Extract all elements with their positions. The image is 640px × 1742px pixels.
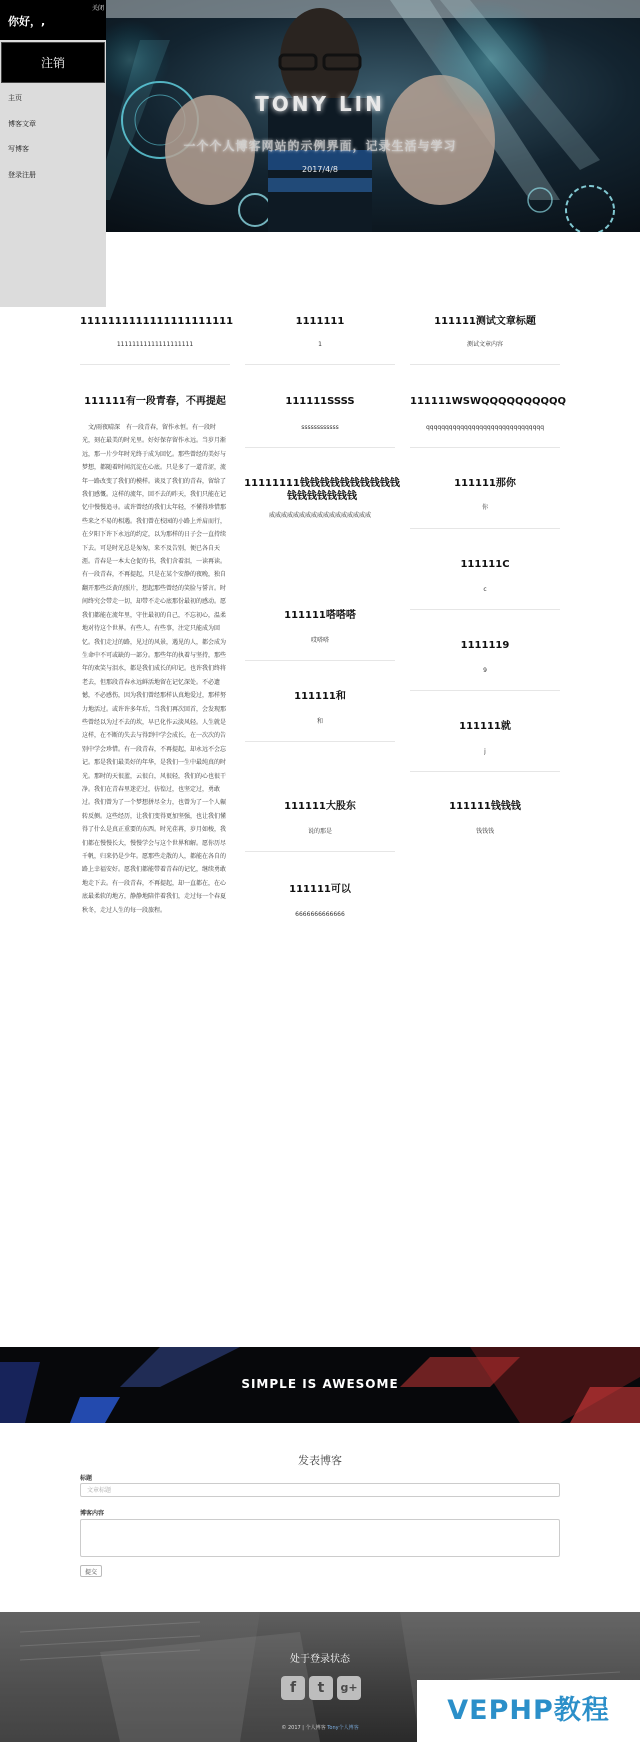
post-title[interactable]: 111111WSWQQQQQQQQQQ bbox=[410, 396, 567, 407]
post-excerpt: 钱钱钱 bbox=[475, 828, 494, 835]
divider bbox=[245, 851, 395, 852]
post-title[interactable]: 111111有一段青春，不再提起 bbox=[84, 396, 226, 407]
post-excerpt: 说的那是 bbox=[307, 828, 332, 835]
content-label: 博客内容 bbox=[80, 1510, 105, 1517]
post-title[interactable]: 111111那你 bbox=[454, 478, 516, 489]
post-title[interactable]: 1111119 bbox=[460, 640, 510, 651]
post-title[interactable]: 111111嗒嗒嗒 bbox=[284, 610, 356, 621]
sidebar-greeting: 你好，, bbox=[8, 15, 46, 28]
post-excerpt: 和 bbox=[316, 718, 323, 725]
sidebar-item-home[interactable]: 主页 bbox=[8, 94, 22, 102]
sidebar-item-write[interactable]: 写博客 bbox=[8, 145, 29, 153]
post-title[interactable]: 111111C bbox=[460, 559, 510, 570]
form-heading: 发表博客 bbox=[298, 1454, 342, 1467]
submit-button[interactable]: 提交 bbox=[80, 1565, 102, 1577]
post-excerpt: c bbox=[483, 586, 487, 593]
post-excerpt: 6666666666666 bbox=[295, 911, 345, 918]
sidebar-item-posts[interactable]: 博客文章 bbox=[8, 120, 36, 128]
logout-button[interactable]: 注销 bbox=[1, 42, 105, 83]
divider bbox=[245, 364, 395, 365]
post-title[interactable]: 111111SSSS bbox=[285, 396, 355, 407]
content-textarea[interactable] bbox=[80, 1519, 560, 1557]
hero-name: TONY LIN bbox=[255, 92, 385, 116]
post-title[interactable]: 111111可以 bbox=[289, 884, 351, 895]
watermark-text: VEPHP教程 bbox=[447, 1695, 610, 1726]
post-excerpt: ssssssssssss bbox=[301, 424, 339, 431]
post-title[interactable]: 111111钱钱钱 bbox=[449, 801, 521, 812]
sidebar-close-button[interactable]: 关闭 bbox=[91, 5, 104, 12]
post-title[interactable]: 111111就 bbox=[459, 721, 511, 732]
divider bbox=[245, 447, 395, 448]
watermark bbox=[417, 1680, 640, 1742]
divider bbox=[410, 364, 560, 365]
post-title[interactable]: 1111111 bbox=[295, 316, 345, 327]
copyright-link[interactable]: Tony个人博客 bbox=[327, 1725, 359, 1731]
divider bbox=[410, 609, 560, 610]
divider bbox=[410, 690, 560, 691]
banner bbox=[0, 1347, 640, 1423]
post-title[interactable]: 111111大股东 bbox=[284, 801, 356, 812]
divider bbox=[245, 741, 395, 742]
sidebar-header bbox=[0, 0, 106, 40]
post-excerpt: 1 bbox=[318, 341, 322, 348]
post-title[interactable]: 1111111111111111111111 bbox=[80, 316, 234, 327]
twitter-icon[interactable]: t bbox=[309, 1676, 333, 1700]
facebook-icon[interactable]: f bbox=[281, 1676, 305, 1700]
post-excerpt: j bbox=[484, 748, 486, 755]
login-status: 处于登录状态 bbox=[290, 1654, 350, 1665]
post-excerpt: 威威威威威威威威威威威威威威威威威 bbox=[268, 512, 371, 519]
copyright-text: © 2017 | 个人博客 bbox=[281, 1725, 326, 1731]
post-excerpt: 测试文章内容 bbox=[466, 341, 503, 348]
divider bbox=[80, 364, 230, 365]
hero-date: 2017/4/8 bbox=[302, 165, 338, 174]
post-excerpt: qqqqqqqqqqqqqqqqqqqqqqqqqqqqqqq bbox=[425, 424, 545, 431]
post-excerpt: 哎嗒嗒 bbox=[310, 637, 329, 644]
post-excerpt: 9 bbox=[483, 667, 487, 674]
banner-text: SIMPLE IS AWESOME bbox=[241, 1377, 399, 1391]
title-label: 标题 bbox=[80, 1475, 93, 1482]
divider bbox=[410, 447, 560, 448]
post-excerpt: 11111111111111111111 bbox=[116, 341, 194, 348]
post-excerpt: 你 bbox=[481, 504, 488, 511]
divider bbox=[410, 528, 560, 529]
post-title[interactable]: 111111测试文章标题 bbox=[434, 316, 536, 327]
sidebar-item-login[interactable]: 登录注册 bbox=[8, 171, 36, 179]
google-plus-icon[interactable]: g+ bbox=[337, 1676, 361, 1700]
sidebar bbox=[0, 0, 106, 307]
title-input[interactable] bbox=[80, 1483, 560, 1497]
hero-tagline: 一个个人博客网站的示例界面，记录生活与学习 bbox=[183, 139, 457, 153]
post-title[interactable]: 111111和 bbox=[294, 691, 346, 702]
post-excerpt-long: 文/雨夜晴深 有一段青春，留作永恒。有一段时光，刻在最美的时光里。好好保存留作永远。当岁月渐远，那一片少年时光终于成为回忆。那些曾经的美好与梦想，都随着时间沉淀在心底。只是多了一道青涩，流年一路改变了我们的模样。谈及了我们的青春，留给了我们感慨。这样的流年，回不去的昨天，我们只能在记忆中慢慢追寻。或许曾经的我们太年轻，不懂得珍惜那些来之不易的相遇。我们曾在校园的小路上并肩而行，在夕阳下许下永远的约定，以为那样的日子会一直持续下去。可是时光总是匆匆，来不及告别，便已各自天涯。青春是一本太仓促的书，我们含着泪，一读再读。有一段青春，不再提起，只是在某个安静的夜晚，独自翻开那些泛黄的照片，想起那些曾经的笑脸与誓言。时间终究会带走一切，却带不走心底那份最初的感动。愿我们都能在流年里，守住最初的自己，不忘初心，温柔地对待这个世界。有些人，有些事，注定只能成为回忆。我们走过的路，见过的风景，遇见的人，都会成为生命中不可或缺的一部分。那些年的执着与坚持，那些年的欢笑与泪水，都是我们成长的印记。也许我们终将老去，但那段青春永远鲜活地留在记忆深处。不必遗憾，不必感伤，因为我们曾经那样认真地爱过，那样努力地活过。或许许多年后，当我们再次回首，会发现那些曾经以为过不去的坎，早已化作云淡风轻。人生就是这样，在不断的失去与得到中学会成长，在一次次的告别中学会珍惜。有一段青春，不再提起，却永远不会忘记。那是我们最美好的年华，是我们一生中最纯真的时光。那时的天很蓝，云很白，风很轻，我们的心也很干净。我们在青春里迷茫过，彷徨过，也坚定过，勇敢过。我们曾为了一个梦想拼尽全力，也曾为了一个人辗转反侧。这些经历，让我们变得更加坚强，也让我们懂得了什么是真正重要的东西。时光荏苒，岁月如梭，我们都在慢慢长大，慢慢学会与这个世界和解。愿你历尽千帆，归来仍是少年。愿那些走散的人，都能在各自的路上幸福安好。愿我们都能带着青春的记忆，继续勇敢地走下去。有一段青春，不再提起，却一直都在，在心底最柔软的地方，静静地陪伴着我们，走过每一个春夏秋冬，走过人生的每一段旅程。 bbox=[82, 424, 227, 914]
divider bbox=[410, 771, 560, 772]
divider bbox=[245, 660, 395, 661]
post-title[interactable]: 11111111钱钱钱钱钱钱钱钱钱钱钱钱钱钱钱钱钱 bbox=[244, 478, 400, 502]
